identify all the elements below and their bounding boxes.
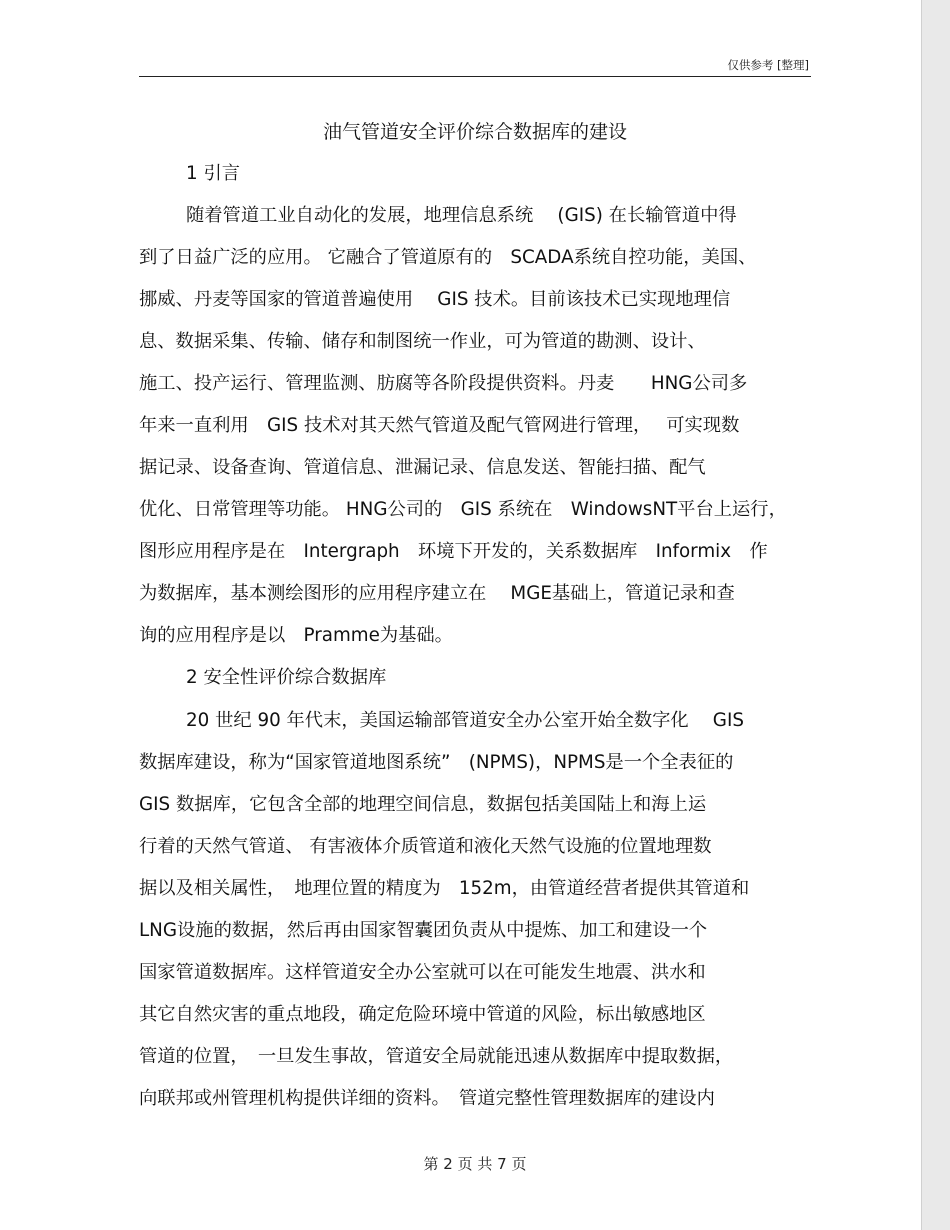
body-line-14: GIS 数据库，它包含全部的地理空间信息，数据包括美国陆上和海上运 — [139, 794, 707, 815]
header-note: 仅供参考 [整理] — [727, 58, 809, 72]
header-rule — [139, 76, 811, 77]
body-line-1: 随着管道工业自动化的发展，地理信息系统 (GIS) 在长输管道中得 — [186, 205, 737, 226]
body-line-16: 据以及相关属性， 地理位置的精度为 152m，由管道经营者提供其管道和 — [139, 878, 750, 899]
body-line-8: 优化、日常管理等功能。 HNG公司的 GIS 系统在 WindowsNT平台上运行， — [139, 499, 787, 520]
section-heading-1: 1 引言 — [186, 163, 241, 184]
body-line-11: 询的应用程序是以 Pramme为基础。 — [139, 625, 453, 646]
body-line-17: LNG设施的数据，然后再由国家智囊团负责从中提炼、加工和建设一个 — [139, 920, 708, 941]
body-line-6: 年来一直利用 GIS 技术对其天然气管道及配气管网进行管理， 可实现数 — [139, 415, 740, 436]
body-line-2: 到了日益广泛的应用。 它融合了管道原有的 SCADA系统自控功能，美国、 — [139, 247, 757, 268]
body-line-20: 管道的位置， 一旦发生事故，管道安全局就能迅速从数据库中提取数据， — [139, 1046, 734, 1067]
body-line-3: 挪威、丹麦等国家的管道普遍使用 GIS 技术。目前该技术已实现地理信 — [139, 289, 731, 310]
body-line-9: 图形应用程序是在 Intergraph 环境下开发的，关系数据库 Informix 作 — [139, 541, 768, 562]
document-title: 油气管道安全评价综合数据库的建设 — [322, 121, 627, 143]
body-line-12: 20 世纪 90 年代末，美国运输部管道安全办公室开始全数字化 GIS — [186, 710, 744, 731]
body-line-18: 国家管道数据库。这样管道安全办公室就可以在可能发生地震、洪水和 — [139, 962, 706, 983]
body-line-10: 为数据库，基本测绘图形的应用程序建立在 MGE基础上，管道记录和查 — [139, 583, 735, 604]
body-line-15: 行着的天然气管道、 有害液体介质管道和液化天然气设施的位置地理数 — [139, 836, 712, 857]
body-line-13: 数据库建设，称为“国家管道地图系统” (NPMS)，NPMS是一个全表征的 — [139, 752, 734, 773]
page-number-footer: 第 2 页 共 7 页 — [423, 1155, 527, 1173]
body-line-21: 向联邦或州管理机构提供详细的资料。 管道完整性管理数据库的建设内 — [139, 1088, 715, 1109]
body-line-4: 息、数据采集、传输、储存和制图统一作业，可为管道的勘测、设计、 — [139, 331, 706, 352]
body-line-5: 施工、投产运行、管理监测、肪腐等各阶段提供资料。丹麦 HNG公司多 — [139, 373, 748, 394]
body-line-19: 其它自然灾害的重点地段，确定危险环境中管道的风险，标出敏感地区 — [139, 1004, 706, 1025]
section-heading-2: 2 安全性评价综合数据库 — [186, 667, 387, 688]
body-line-7: 据记录、设备查询、管道信息、泄漏记录、信息发送、智能扫描、配气 — [139, 457, 706, 478]
